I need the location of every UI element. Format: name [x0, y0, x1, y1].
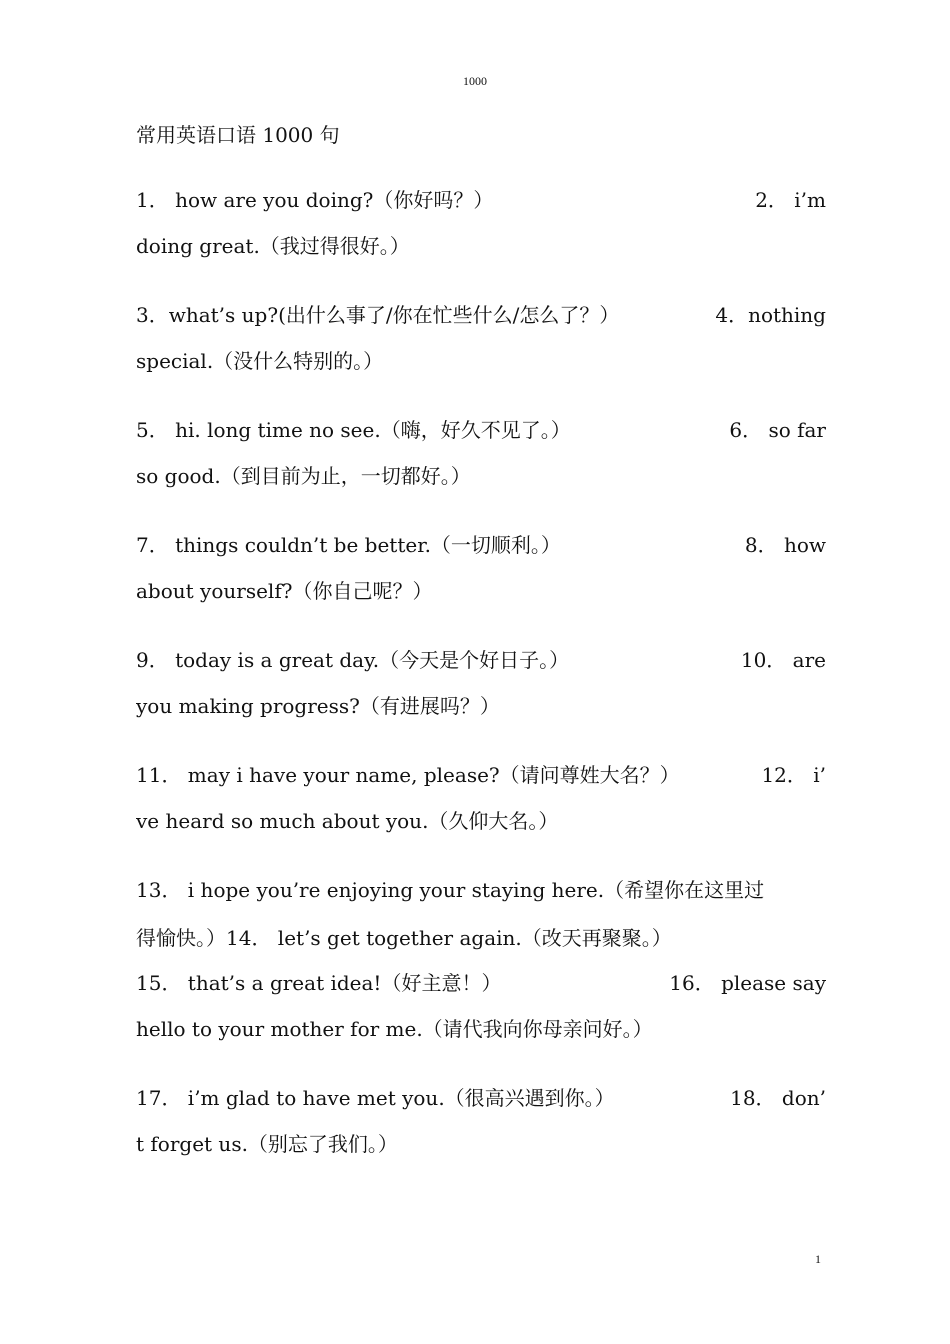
text-line — [136, 1014, 826, 1044]
line-text: ve heard so much about you.（久仰大名。） — [136, 809, 559, 833]
text-line — [136, 645, 826, 675]
line-text-right: 2． i’m — [755, 188, 826, 212]
document-title: 常用英语口语 1000 句 — [136, 123, 340, 147]
text-line — [136, 875, 826, 905]
line-text: 5． hi. long time no see.（嗨，好久不见了。） — [136, 418, 571, 442]
text-line — [136, 806, 826, 836]
line-text: you making progress?（有进展吗？） — [136, 694, 500, 718]
line-text: 3．what’s up?(出什么事了/你在忙些什么/怎么了？） — [136, 303, 620, 327]
line-text: doing great.（我过得很好。） — [136, 234, 410, 258]
line-text: 17． i’m glad to have met you.（很高兴遇到你。） — [136, 1086, 615, 1110]
text-line — [136, 576, 826, 606]
text-line — [136, 968, 826, 998]
line-text: t forget us.（别忘了我们。） — [136, 1132, 398, 1156]
line-text: hello to your mother for me.（请代我向你母亲问好。） — [136, 1017, 653, 1041]
text-line — [136, 300, 826, 330]
line-text: about yourself?（你自己呢？） — [136, 579, 433, 603]
line-text: 15． that’s a great idea!（好主意！） — [136, 971, 502, 995]
line-text-right: 4．nothing — [715, 303, 826, 327]
line-text-right: 8． how — [744, 533, 826, 557]
text-line — [136, 461, 826, 491]
line-text-right: 10． are — [740, 648, 826, 672]
text-line — [136, 346, 826, 376]
text-line — [136, 530, 826, 560]
text-line — [136, 185, 826, 215]
page-number: 1 — [815, 1252, 821, 1266]
line-text-right: 16． please say — [669, 971, 826, 995]
text-line — [136, 691, 826, 721]
line-text: 1． how are you doing?（你好吗？） — [136, 188, 494, 212]
text-line — [136, 1083, 826, 1113]
line-text-right: 18． don’ — [730, 1086, 826, 1110]
page-header: 1000 — [463, 74, 487, 88]
line-text: 13． i hope you’re enjoying your staying here.（希望你在这里过 — [136, 878, 765, 902]
line-text: 11． may i have your name, please?（请问尊姓大名？） — [136, 763, 680, 787]
text-line — [136, 1129, 826, 1159]
line-text: so good.（到目前为止，一切都好。） — [136, 464, 471, 488]
line-text: 9． today is a great day.（今天是个好日子。） — [136, 648, 570, 672]
line-text-right: 6． so far — [729, 418, 826, 442]
text-line — [136, 415, 826, 445]
line-text-right: 12． i’ — [761, 763, 826, 787]
line-text: 7． things couldn’t be better.（一切顺利。） — [136, 533, 561, 557]
text-line — [136, 760, 826, 790]
text-line — [136, 923, 826, 953]
line-text: special.（没什么特别的。） — [136, 349, 384, 373]
line-text: 得愉快。）14． let’s get together again.（改天再聚聚。） — [136, 926, 672, 950]
text-line — [136, 231, 826, 261]
